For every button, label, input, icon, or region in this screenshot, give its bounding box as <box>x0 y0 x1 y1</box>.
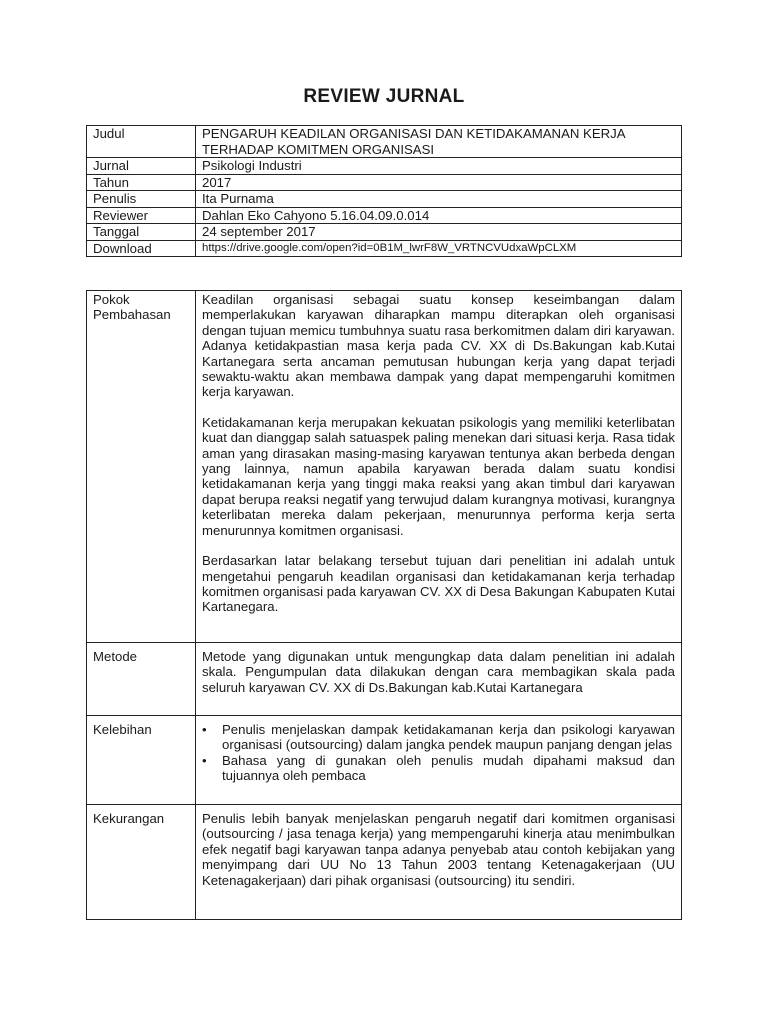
kelebihan-label: Kelebihan <box>87 716 196 805</box>
kekurangan-label: Kekurangan <box>87 805 196 920</box>
tahun-label: Tahun <box>87 174 196 191</box>
review-table <box>86 290 682 920</box>
review-row-kelebihan <box>87 716 682 805</box>
reviewer-value: Dahlan Eko Cahyono 5.16.04.09.0.014 <box>196 207 682 224</box>
jurnal-value: Psikologi Industri <box>196 158 682 175</box>
kelebihan-item <box>202 722 675 753</box>
jurnal-label: Jurnal <box>87 158 196 175</box>
pokok-paragraph-3: Berdasarkan latar belakang tersebut tujuan dari penelitian ini adalah untuk mengetahui pengaruh keadilan organisasi dan ketidakamanan kerja terhadap komitmen organisasi pada karyawan CV. XX di Desa Bakungan Kabupaten Kutai Kartanegara. <box>202 553 675 615</box>
kelebihan-item-text: Penulis menjelaskan dampak ketidakamanan kerja dan psikologi karyawan organisasi (outsourcing) dalam jangka pendek maupun panjang dengan jelas <box>222 722 675 753</box>
journal-info-table <box>86 125 682 257</box>
kelebihan-list <box>202 722 675 784</box>
judul-label: Judul <box>87 126 196 158</box>
review-row-metode <box>87 643 682 716</box>
review-row-pokok-pembahasan <box>87 291 682 643</box>
pokok-paragraph-1: Keadilan organisasi sebagai suatu konsep keseimbangan dalam memperlakukan karyawan diharapkan mampu diterapkan oleh organisasi dengan tujuan memicu tumbuhnya suatu rasa berkomitmen dalam diri karyawan. Adanya ketidakpastian masa kerja pada CV. XX di Ds.Bakungan kab.Kutai Kartanegara serta ancaman pemutusan hubungan kerja yang dapat terjadi sewaktu-waktu akan membawa dampak yang dapat mempengaruhi komitmen kerja karyawan. <box>202 292 675 400</box>
info-row-judul <box>87 126 682 158</box>
info-row-tanggal <box>87 224 682 241</box>
review-row-kekurangan <box>87 805 682 920</box>
kelebihan-item-text: Bahasa yang di gunakan oleh penulis mudah dipahami maksud dan tujuannya oleh pembaca <box>222 752 675 784</box>
metode-content: Metode yang digunakan untuk mengungkap data dalam penelitian ini adalah skala. Pengumpulan data dilakukan dengan cara membagikan skala pada seluruh karyawan CV. XX di Ds.Bakungan kab.Kutai Kartanegara <box>196 643 682 716</box>
kelebihan-item <box>202 752 675 784</box>
penulis-label: Penulis <box>87 191 196 208</box>
pokok-pembahasan-content <box>196 291 682 643</box>
kelebihan-content <box>196 716 682 805</box>
pokok-pembahasan-label: Pokok Pembahasan <box>87 291 196 643</box>
download-link[interactable]: https://drive.google.com/open?id=0B1M_lwrF8W_VRTNCVUdxaWpCLXM <box>196 240 682 257</box>
tanggal-value: 24 september 2017 <box>196 224 682 241</box>
document-title: REVIEW JURNAL <box>303 86 465 107</box>
info-row-reviewer <box>87 207 682 224</box>
pokok-paragraph-2: Ketidakamanan kerja merupakan kekuatan psikologis yang memiliki keterlibatan kuat dan dianggap salah satuaspek paling menekan dari situasi kerja. Rasa tidak aman yang dirasakan masing-masing karyawan tentunya akan berbeda dengan yang lainnya, namun apabila karyawan berada dalam suatu kondisi ketidakamanan kerja yang tinggi maka reaksi yang akan timbul dari karyawan dapat berupa reaksi negatif yang terwujud dalam kurangnya motivasi, kurangnya keterlibatan mereka dalam pekerjaan, menurunnya performa kerja serta menurunnya komitmen organisasi. <box>202 414 675 538</box>
bullet-icon: • <box>202 752 207 768</box>
info-row-download <box>87 240 682 257</box>
metode-label: Metode <box>87 643 196 716</box>
tanggal-label: Tanggal <box>87 224 196 241</box>
judul-value: PENGARUH KEADILAN ORGANISASI DAN KETIDAKAMANAN KERJA TERHADAP KOMITMEN ORGANISASI <box>196 126 682 158</box>
bullet-icon: • <box>202 722 207 737</box>
penulis-value: Ita Purnama <box>196 191 682 208</box>
info-row-tahun <box>87 174 682 191</box>
info-row-jurnal <box>87 158 682 175</box>
info-row-penulis <box>87 191 682 208</box>
kekurangan-content: Penulis lebih banyak menjelaskan pengaruh negatif dari komitmen organisasi (outsourcing / jasa tenaga kerja) yang mempengaruhi kinerja atau menimbulkan efek negatif bagi karyawan tanpa adanya penyebab atau contoh kebijakan yang menyimpang dari UU No 13 Tahun 2003 tentang Ketenagakerjaan (UU Ketenagakerjaan) dari pihak organisasi (outsourcing) itu sendiri. <box>196 805 682 920</box>
download-label: Download <box>87 240 196 257</box>
tahun-value: 2017 <box>196 174 682 191</box>
reviewer-label: Reviewer <box>87 207 196 224</box>
